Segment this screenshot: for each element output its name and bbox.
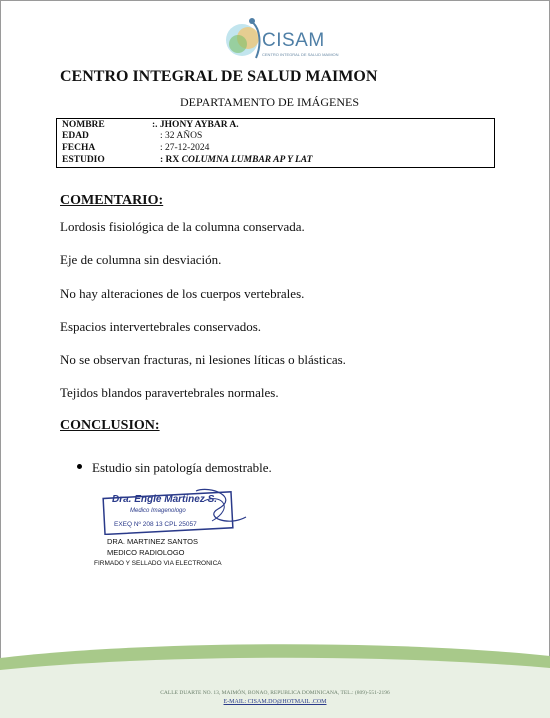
conclusion-item: Estudio sin patología demostrable. — [92, 460, 272, 475]
patient-date-label: FECHA — [62, 143, 96, 153]
logo-text: CISAM — [262, 30, 325, 51]
patient-name-value: :. JHONY AYBAR A. — [152, 120, 239, 130]
comment-line: Espacios intervertebrales conservados. — [60, 319, 262, 334]
footer-email-link[interactable]: E-MAIL: CISAM.DO@HOTMAIL .COM — [223, 699, 327, 705]
logo-subtext: CENTRO INTEGRAL DE SALUD MAIMON — [262, 52, 339, 57]
patient-study-value — [160, 155, 312, 165]
study-prefix: : RX — [160, 155, 182, 165]
comment-line: Eje de columna sin desviación. — [60, 252, 222, 267]
comment-line: Lordosis fisiológica de la columna conservada. — [60, 219, 305, 234]
signature-note: FIRMADO Y SELLADO VIA ELECTRONICA — [94, 560, 222, 567]
conclusion-heading: CONCLUSION: — [60, 418, 160, 433]
study-name: COLUMNA LUMBAR AP Y LAT — [181, 155, 313, 165]
bullet-icon — [77, 464, 82, 469]
department-subtitle: DEPARTAMENTO DE IMÁGENES — [180, 95, 359, 109]
patient-study-label: ESTUDIO — [62, 155, 105, 165]
patient-info-box — [56, 118, 495, 168]
stamp-doctor-name: Dra. Engie Martinez S. — [112, 494, 218, 505]
comment-heading: COMENTARIO: — [60, 193, 164, 208]
patient-name-label: NOMBRE — [62, 120, 105, 130]
patient-age-label: EDAD — [62, 131, 89, 141]
stamp-doctor-role: Medico Imagenologo — [130, 508, 186, 514]
patient-date-value: : 27-12-2024 — [160, 143, 210, 153]
patient-age-value: : 32 AÑOS — [160, 131, 203, 141]
comment-line: Tejidos blandos paravertebrales normales. — [60, 385, 279, 400]
page-title: CENTRO INTEGRAL DE SALUD MAIMON — [60, 68, 378, 85]
footer-wave — [0, 640, 550, 718]
footer-address: CALLE DUARTE NO. 13, MAIMÓN, BONAO, REPUBLICA DOMINICANA, TEL.: (809)-551-2196 — [160, 690, 390, 696]
comment-line: No hay alteraciones de los cuerpos vertebrales. — [60, 286, 305, 301]
comment-line: No se observan fracturas, ni lesiones líticas o blásticas. — [60, 352, 346, 367]
signer-name: DRA. MARTINEZ SANTOS — [107, 537, 198, 546]
signer-role: MEDICO RADIOLOGO — [107, 548, 185, 557]
stamp-license: EXEQ Nº 208 13 CPL 25057 — [114, 521, 197, 528]
